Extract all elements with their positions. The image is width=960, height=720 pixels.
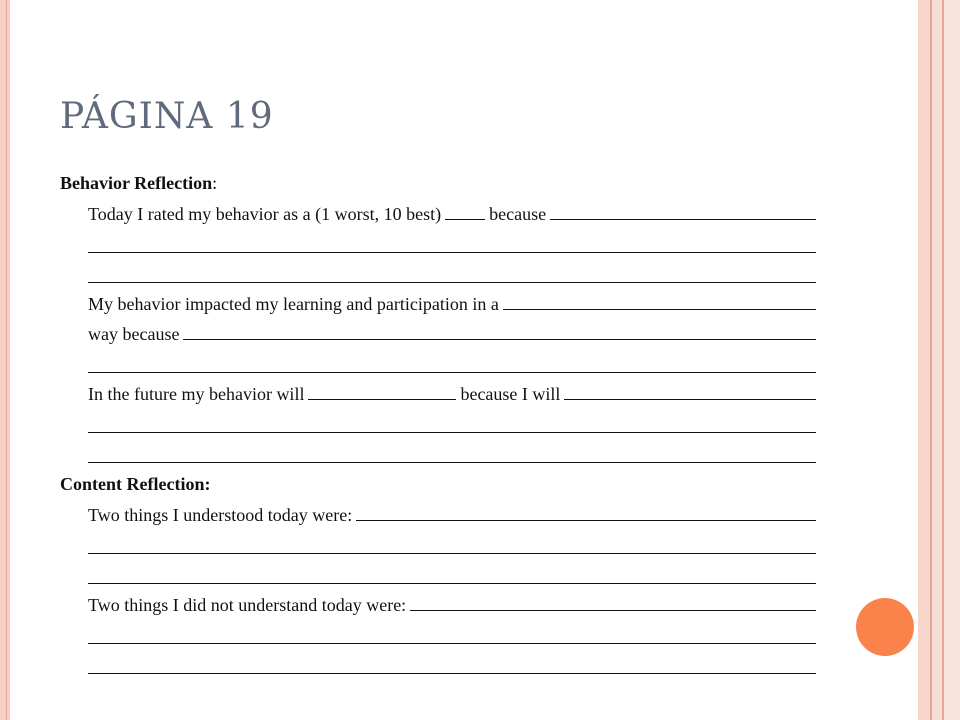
- question-text: way because: [88, 324, 180, 344]
- heading-text: Behavior Reflection: [60, 173, 213, 193]
- question-text: because: [489, 204, 547, 224]
- behavior-impact-question-cont: [88, 319, 816, 349]
- behavior-future-question: [88, 379, 816, 409]
- right-border-stripe: [944, 0, 960, 720]
- impact-blank[interactable]: [503, 289, 816, 310]
- behavior-rating-question: [88, 199, 816, 229]
- behavior-impact-question: [88, 289, 816, 319]
- question-text: Two things I understood today were:: [88, 505, 353, 525]
- question-text: Two things I did not understand today were:: [88, 595, 407, 615]
- accent-dot: [856, 598, 914, 656]
- behavior-reflection-heading: [60, 168, 830, 199]
- question-text: My behavior impacted my learning and participation in a: [88, 294, 499, 314]
- not-understood-blank[interactable]: [410, 590, 816, 611]
- answer-line[interactable]: [88, 650, 816, 680]
- question-text: In the future my behavior will: [88, 384, 305, 404]
- right-border-stripe: [918, 0, 930, 720]
- answer-line[interactable]: [88, 560, 816, 590]
- content-reflection-heading: Content Reflection:: [60, 474, 211, 494]
- answer-line[interactable]: [88, 229, 816, 259]
- understood-blank[interactable]: [356, 500, 816, 521]
- question-text: Today I rated my behavior as a (1 worst, 10 best): [88, 204, 442, 224]
- understood-question: [88, 500, 816, 530]
- answer-line[interactable]: [88, 409, 816, 439]
- answer-line[interactable]: [88, 439, 816, 469]
- plan-blank[interactable]: [564, 379, 816, 400]
- heading-colon: :: [212, 173, 218, 193]
- left-border-decoration: [0, 0, 10, 720]
- reason-blank[interactable]: [550, 199, 816, 220]
- answer-line[interactable]: [88, 259, 816, 289]
- question-text: because I will: [460, 384, 561, 404]
- answer-line[interactable]: [88, 530, 816, 560]
- worksheet-body: [60, 168, 830, 680]
- rating-blank[interactable]: [445, 199, 485, 220]
- answer-line[interactable]: [88, 349, 816, 379]
- answer-line[interactable]: [88, 620, 816, 650]
- right-border-stripe: [932, 0, 942, 720]
- not-understood-question: [88, 590, 816, 620]
- reason-blank[interactable]: [183, 319, 816, 340]
- future-blank[interactable]: [308, 379, 456, 400]
- page-title: PÁGINA 19: [60, 96, 274, 137]
